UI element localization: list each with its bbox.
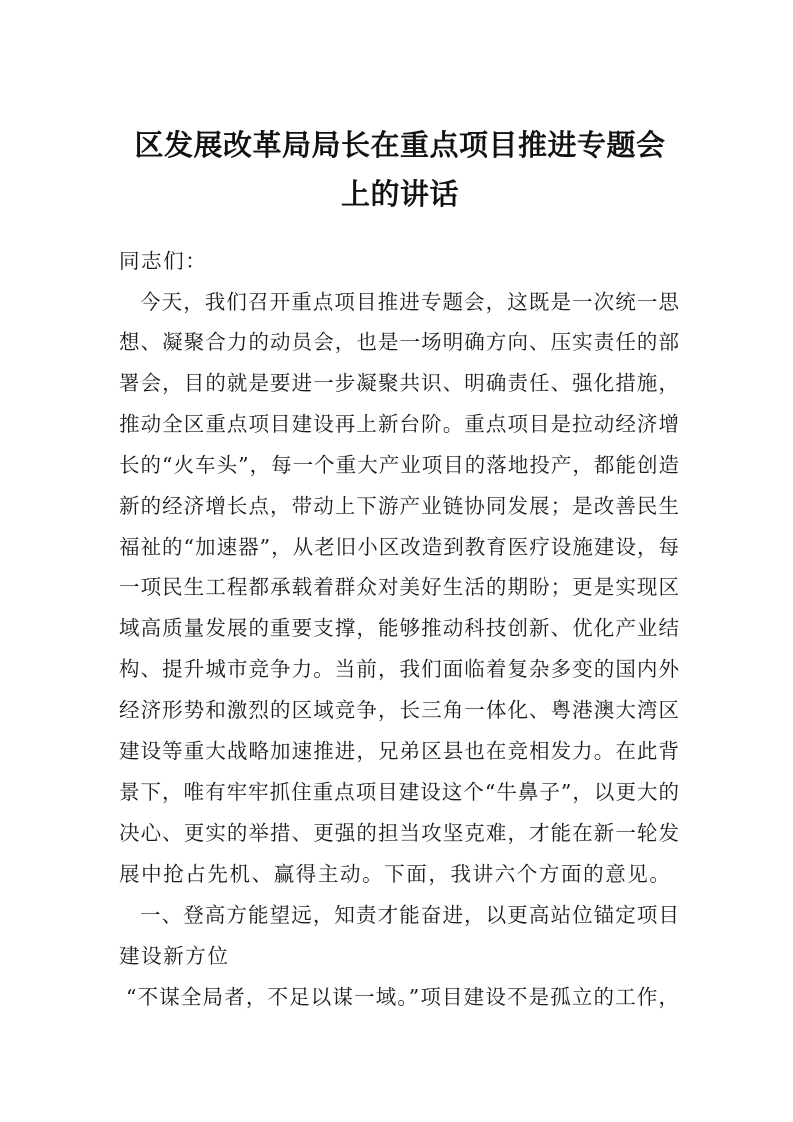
document-title-line-1: 区发展改革局局长在重点项目推进专题会 <box>134 128 666 162</box>
paragraph-line: 展中抢占先机、赢得主动。下面，我讲六个方面的意见。 <box>119 862 672 886</box>
paragraph-line: 决心、更实的举措、更强的担当攻坚克难，才能在新一轮发 <box>119 821 679 845</box>
paragraph-line: 域高质量发展的重要支撑，能够推动科技创新、优化产业结 <box>119 616 679 640</box>
paragraph-line: 经济形势和激烈的区域竞争，长三角一体化、粤港澳大湾区 <box>119 698 679 722</box>
section-heading-line: 一、登高方能望远，知责才能奋进，以更高站位锚定项目 <box>140 903 679 927</box>
paragraph-line: “不谋全局者，不足以谋一域。”项目建设不是孤立的工作， <box>126 985 679 1009</box>
paragraph-line: 推动全区重点项目建设再上新台阶。重点项目是拉动经济增 <box>119 412 679 436</box>
paragraph-line: 景下，唯有牢牢抓住重点项目建设这个“牛鼻子”，以更大的 <box>119 780 679 804</box>
document-title-line-2: 上的讲话 <box>340 177 459 211</box>
paragraph-line: 署会，目的就是要进一步凝聚共识、明确责任、强化措施， <box>119 371 679 395</box>
paragraph-line: 想、凝聚合力的动员会，也是一场明确方向、压实责任的部 <box>119 330 679 354</box>
section-heading-line: 建设新方位 <box>119 944 230 968</box>
paragraph-line: 福祉的“加速器”，从老旧小区改造到教育医疗设施建设，每 <box>119 535 679 559</box>
paragraph-line: 长的“火车头”，每一个重大产业项目的落地投产，都能创造 <box>119 453 679 477</box>
paragraph-line: 今天，我们召开重点项目推进专题会，这既是一次统一思 <box>140 290 679 314</box>
paragraph-line: 构、提升城市竞争力。当前，我们面临着复杂多变的国内外 <box>119 657 679 681</box>
paragraph-line: 建设等重大战略加速推进，兄弟区县也在竞相发力。在此背 <box>119 739 679 763</box>
paragraph-line: 新的经济增长点，带动上下游产业链协同发展；是改善民生 <box>119 494 679 518</box>
paragraph-line: 一项民生工程都承载着群众对美好生活的期盼；更是实现区 <box>119 575 679 599</box>
salutation: 同志们： <box>119 249 208 273</box>
